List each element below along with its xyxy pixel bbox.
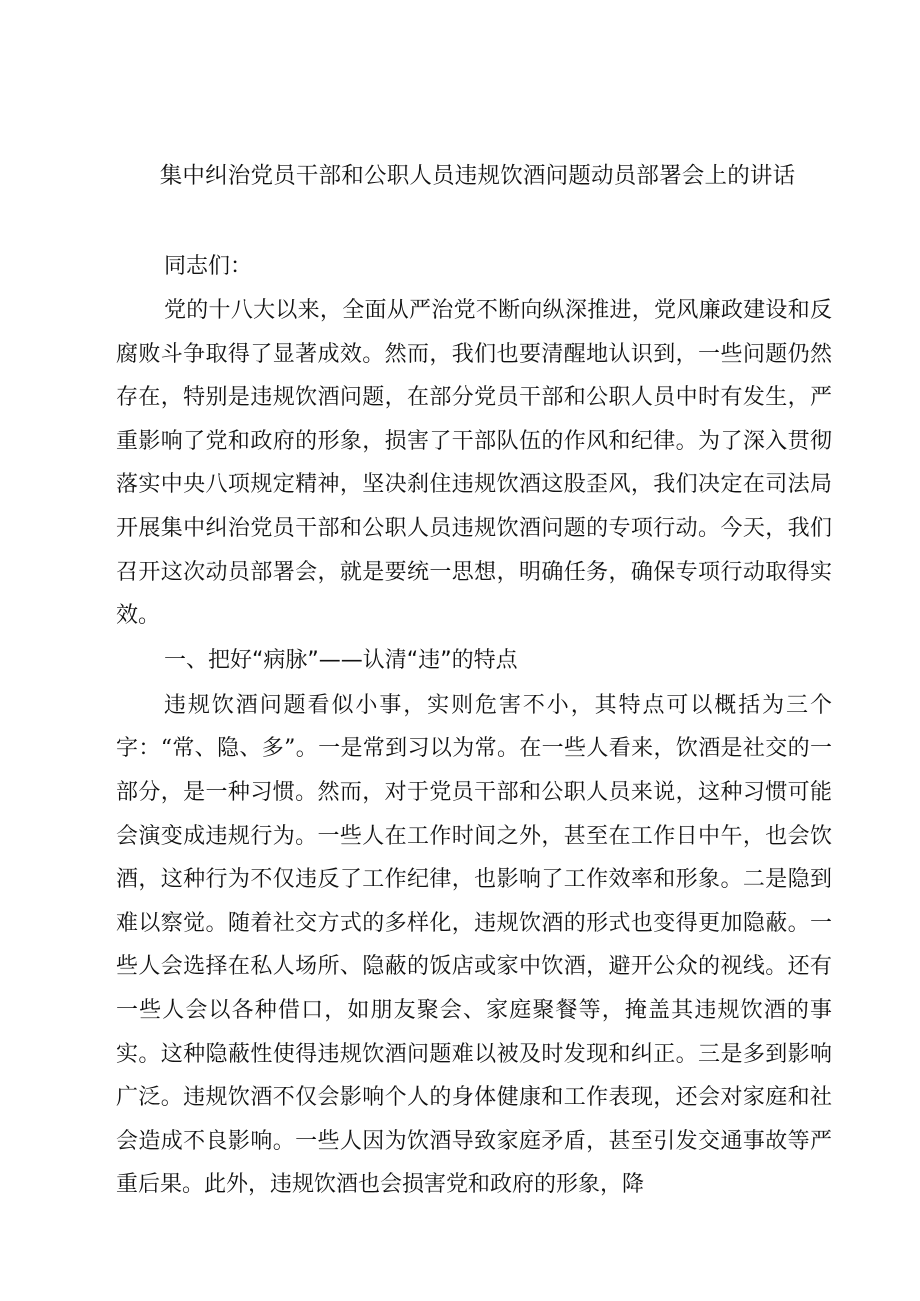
salutation: 同志们：: [164, 254, 253, 279]
section-heading-1: 一、把好“病脉”——认清“违”的特点: [164, 647, 518, 673]
intro-paragraph: 党的十八大以来，全面从严治党不断向纵深推进，党风廉政建设和反腐败斗争取得了显著成效。然而，我们也要清醒地认识到，一些问题仍然存在，特别是违规饮酒问题，在部分党员干部和公职人员中时有发生，严重影响了党和政府的形象，损害了干部队伍的作风和纪律。为了深入贯彻落实中央八项规定精神，坚决刹住违规饮酒这股歪风，我们决定在司法局开展集中纠治党员干部和公职人员违规饮酒问题的专项行动。今天，我们召开这次动员部署会，就是要统一思想，明确任务，确保专项行动取得实效。: [116, 298, 832, 629]
document-title: 集中纠治党员干部和公职人员违规饮酒问题动员部署会上的讲话: [159, 163, 796, 189]
document-body: [116, 245, 832, 1207]
section-1-paragraph: 违规饮酒问题看似小事，实则危害不小，其特点可以概括为三个字：“常、隐、多”。一是常到习以为常。在一些人看来，饮酒是社交的一部分，是一种习惯。然而，对于党员干部和公职人员来说，这种习惯可能会演变成违规行为。一些人在工作时间之外，甚至在工作日中午，也会饮酒，这种行为不仅违反了工作纪律，也影响了工作效率和形象。二是隐到难以察觉。随着社交方式的多样化，违规饮酒的形式也变得更加隐蔽。一些人会选择在私人场所、隐蔽的饭店或家中饮酒，避开公众的视线。还有一些人会以各种借口，如朋友聚会、家庭聚餐等，掩盖其违规饮酒的事实。这种隐蔽性使得违规饮酒问题难以被及时发现和纠正。三是多到影响广泛。违规饮酒不仅会影响个人的身体健康和工作表现，还会对家庭和社会造成不良影响。一些人因为饮酒导致家庭矛盾，甚至引发交通事故等严重后果。此外，违规饮酒也会损害党和政府的形象，降: [116, 692, 832, 1198]
